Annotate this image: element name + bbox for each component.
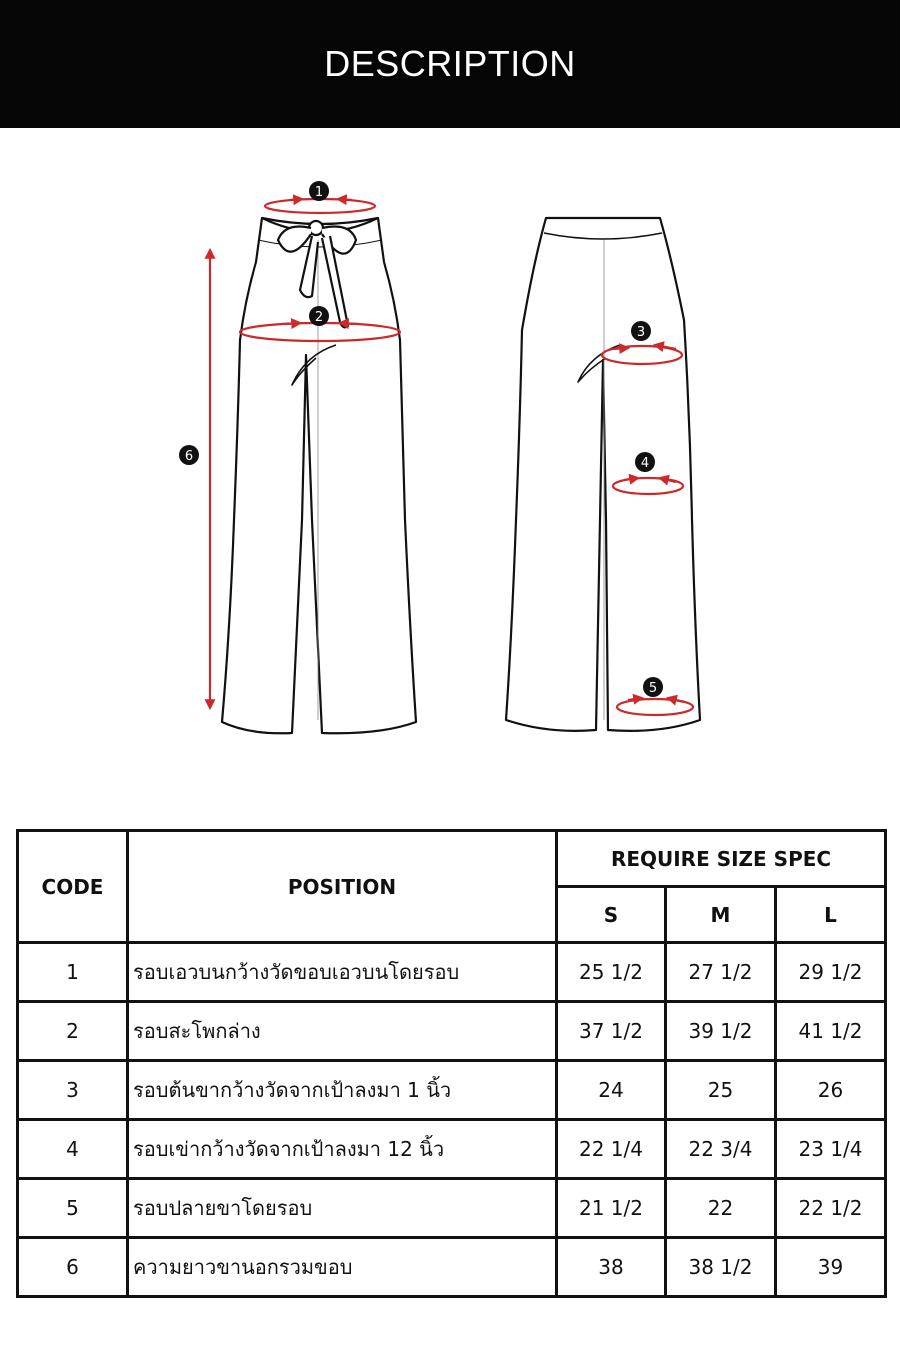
marker-4 — [635, 452, 655, 472]
row-size-m: 38 1/2 — [666, 1238, 776, 1297]
row-size-l: 26 — [776, 1061, 886, 1120]
row-size-l: 22 1/2 — [776, 1179, 886, 1238]
row-position: รอบสะโพกล่าง — [128, 1002, 557, 1061]
row-size-m: 22 3/4 — [666, 1120, 776, 1179]
svg-text:5: 5 — [648, 681, 658, 696]
row-position: รอบเข่ากว้างวัดจากเป้าลงมา 12 นิ้ว — [128, 1120, 557, 1179]
row-position: ความยาวขานอกรวมขอบ — [128, 1238, 557, 1297]
row-size-m: 25 — [666, 1061, 776, 1120]
row-code: 5 — [18, 1179, 128, 1238]
row-size-l: 41 1/2 — [776, 1002, 886, 1061]
svg-text:3: 3 — [636, 325, 646, 340]
header-size-s: S — [557, 887, 666, 943]
back-view-pants — [506, 218, 700, 731]
row-size-m: 39 1/2 — [666, 1002, 776, 1061]
row-size-s: 22 1/4 — [557, 1120, 666, 1179]
measure-hem-5 — [617, 698, 693, 715]
row-code: 2 — [18, 1002, 128, 1061]
row-size-s: 38 — [557, 1238, 666, 1297]
size-spec-table-wrapper — [16, 829, 884, 1298]
table-row — [18, 1002, 886, 1061]
table-row — [18, 1061, 886, 1120]
front-view-pants — [222, 218, 416, 733]
row-position: รอบปลายขาโดยรอบ — [128, 1179, 557, 1238]
svg-text:1: 1 — [314, 185, 324, 200]
row-code: 6 — [18, 1238, 128, 1297]
header-size-l: L — [776, 887, 886, 943]
row-size-s: 25 1/2 — [557, 943, 666, 1002]
marker-5 — [643, 677, 663, 697]
table-row — [18, 1120, 886, 1179]
svg-text:2: 2 — [314, 310, 324, 325]
row-size-l: 23 1/4 — [776, 1120, 886, 1179]
marker-6 — [179, 445, 199, 465]
measure-thigh-3 — [602, 345, 682, 364]
row-position: รอบต้นขากว้างวัดจากเป้าลงมา 1 นิ้ว — [128, 1061, 557, 1120]
table-row — [18, 943, 886, 1002]
marker-1 — [309, 181, 329, 201]
row-position: รอบเอวบนกว้างวัดขอบเอวบนโดยรอบ — [128, 943, 557, 1002]
row-size-s: 21 1/2 — [557, 1179, 666, 1238]
row-size-l: 39 — [776, 1238, 886, 1297]
row-size-m: 27 1/2 — [666, 943, 776, 1002]
row-code: 3 — [18, 1061, 128, 1120]
marker-3 — [631, 321, 651, 341]
header-size-m: M — [666, 887, 776, 943]
pants-measurement-diagram — [0, 128, 900, 808]
row-code: 1 — [18, 943, 128, 1002]
svg-text:4: 4 — [640, 456, 650, 471]
table-row — [18, 1238, 886, 1297]
row-size-s: 37 1/2 — [557, 1002, 666, 1061]
pants-diagram-svg — [0, 128, 900, 808]
measure-waist-1 — [265, 199, 375, 213]
page-title: DESCRIPTION — [324, 43, 576, 84]
svg-text:6: 6 — [184, 449, 194, 464]
row-size-l: 29 1/2 — [776, 943, 886, 1002]
row-size-s: 24 — [557, 1061, 666, 1120]
header-code: CODE — [18, 831, 128, 943]
header-position: POSITION — [128, 831, 557, 943]
marker-2 — [309, 306, 329, 326]
row-size-m: 22 — [666, 1179, 776, 1238]
table-row — [18, 1179, 886, 1238]
measure-knee-4 — [613, 478, 683, 494]
size-spec-table — [16, 829, 887, 1298]
row-code: 4 — [18, 1120, 128, 1179]
header-require-size-spec: REQUIRE SIZE SPEC — [557, 831, 886, 887]
header-bar — [0, 0, 900, 128]
